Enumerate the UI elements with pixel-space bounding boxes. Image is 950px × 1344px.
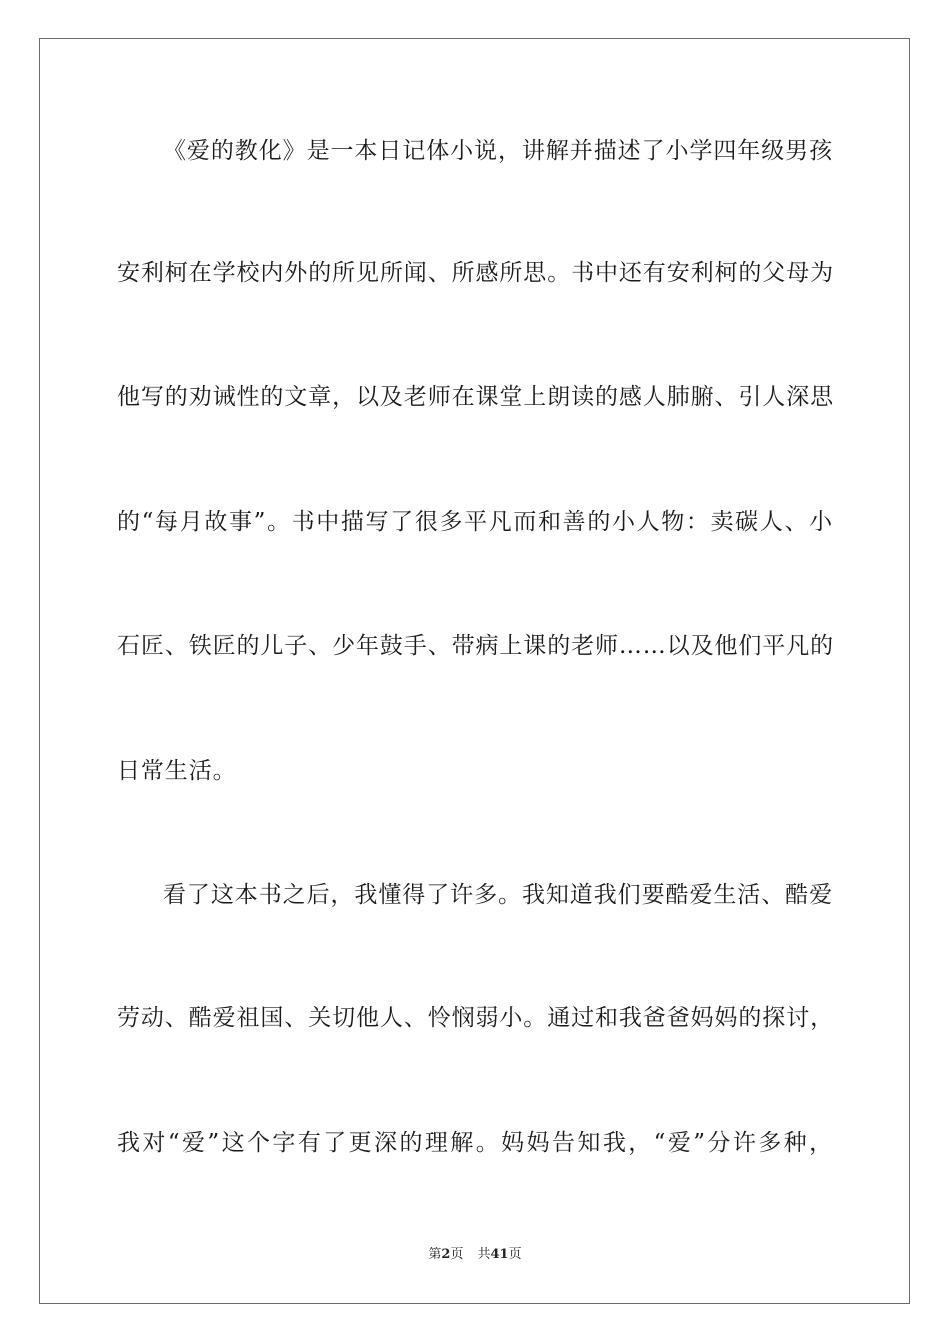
paragraph-1-line-6: 日常生活。	[117, 758, 237, 784]
page-suffix: 页	[450, 1247, 464, 1262]
paragraph-1-line-4: 的“每月故事”。书中描写了很多平凡而和善的小人物：卖碳人、小	[117, 509, 833, 535]
paragraph-2-line-2: 劳动、酷爱祖国、关切他人、怜悯弱小。通过和我爸爸妈妈的探讨，	[117, 1005, 834, 1031]
page-number: 2	[441, 1247, 451, 1262]
total-prefix: 共	[477, 1247, 491, 1262]
paragraph-1-line-5: 石匠、铁匠的儿子、少年鼓手、带病上课的老师……以及他们平凡的	[117, 633, 834, 659]
paragraph-1-line-2: 安利柯在学校内外的所见所闻、所感所思。书中还有安利柯的父母为	[117, 260, 834, 286]
page-footer	[0, 1246, 950, 1264]
page-frame	[39, 38, 910, 1304]
paragraph-2-line-1: 看了这本书之后，我懂得了许多。我知道我们要酷爱生活、酷爱	[163, 882, 833, 908]
total-pages: 41	[490, 1247, 509, 1262]
paragraph-1-line-3: 他写的劝诫性的文章，以及老师在课堂上朗读的感人肺腑、引人深思	[117, 384, 834, 410]
paragraph-1-line-1: 《爱的教化》是一本日记体小说，讲解并描述了小学四年级男孩	[163, 138, 833, 164]
page-prefix: 第	[428, 1247, 442, 1262]
total-suffix: 页	[508, 1247, 522, 1262]
paragraph-2-line-3: 我对“爱”这个字有了更深的理解。妈妈告知我，“爱”分许多种，	[117, 1130, 833, 1156]
